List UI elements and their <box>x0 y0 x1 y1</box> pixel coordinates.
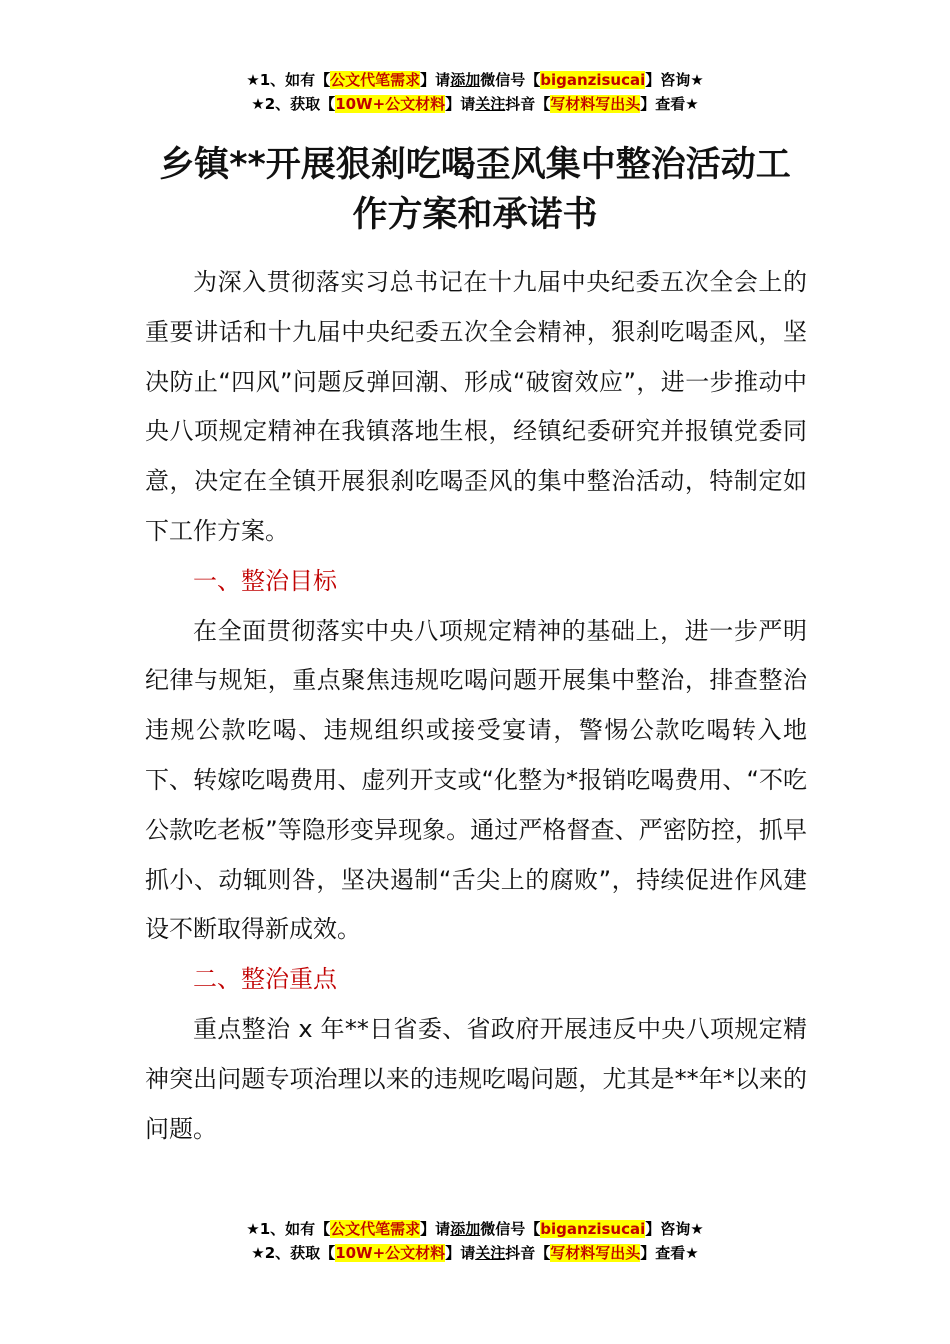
banner-line-2 <box>0 92 950 116</box>
banner-text: ★2、获取【 <box>251 95 336 113</box>
banner-highlight: 公文代笔需求 <box>330 1220 421 1238</box>
banner-text: ★2、获取【 <box>251 1244 336 1262</box>
header-banner <box>0 68 950 116</box>
banner-text: 微信号【 <box>480 1220 541 1238</box>
banner-text: 】咨询★ <box>645 71 704 89</box>
section-heading-1: 一、整治目标 <box>193 566 337 595</box>
banner-text: 】请 <box>420 1220 451 1238</box>
banner-underline: 关注 <box>475 1244 506 1262</box>
banner-text: 】查看★ <box>640 1244 699 1262</box>
banner-underline: 添加 <box>450 71 481 89</box>
intro-paragraph: 为深入贯彻落实习总书记在十九届中央纪委五次全会上的重要讲话和十九届中央纪委五次全会精神，狠刹吃喝歪风，坚决防止“四风”问题反弹回潮、形成“破窗效应”，进一步推动中央八项规定精神在我镇落地生根，经镇纪委研究并报镇党委同意，决定在全镇开展狠刹吃喝歪风的集中整治活动，特制定如下工作方案。 <box>145 268 807 545</box>
banner-text: ★1、如有【 <box>246 71 331 89</box>
banner-highlight: 10W+公文材料 <box>335 95 446 113</box>
banner-highlight: 10W+公文材料 <box>335 1244 446 1262</box>
banner-text: 微信号【 <box>480 71 541 89</box>
banner-highlight: 写材料写出头 <box>550 1244 641 1262</box>
section-heading-2: 二、整治重点 <box>193 965 337 994</box>
banner-text: 】请 <box>420 71 451 89</box>
footer-banner <box>0 1217 950 1265</box>
banner-text: ★1、如有【 <box>246 1220 331 1238</box>
section-paragraph-1: 在全面贯彻落实中央八项规定精神的基础上，进一步严明纪律与规矩，重点聚焦违规吃喝问题开展集中整治，排查整治违规公款吃喝、违规组织或接受宴请，警惕公款吃喝转入地下、转嫁吃喝费用、虚列开支或“化整为*报销吃喝费用、“不吃公款吃老板”等隐形变异现象。通过严格督查、严密防控，抓早抓小、动辄则咎，坚决遏制“舌尖上的腐败”，持续促进作风建设不断取得新成效。 <box>145 616 807 944</box>
banner-text: 】请 <box>445 95 476 113</box>
banner-highlight: biganzisucai <box>540 71 646 89</box>
banner-text: 抖音【 <box>505 95 551 113</box>
banner-line-1 <box>0 1217 950 1241</box>
document-body <box>145 258 807 1154</box>
banner-highlight: 写材料写出头 <box>550 95 641 113</box>
section-paragraph-2: 重点整治 x 年**日省委、省政府开展违反中央八项规定精神突出问题专项治理以来的违规吃喝问题，尤其是**年*以来的问题。 <box>145 1014 807 1143</box>
banner-underline: 添加 <box>450 1220 481 1238</box>
banner-underline: 关注 <box>475 95 506 113</box>
banner-text: 抖音【 <box>505 1244 551 1262</box>
banner-line-1 <box>0 68 950 92</box>
banner-text: 】请 <box>445 1244 476 1262</box>
banner-highlight: 公文代笔需求 <box>330 71 421 89</box>
banner-text: 】查看★ <box>640 95 699 113</box>
banner-text: 】咨询★ <box>645 1220 704 1238</box>
document-title: 乡镇**开展狠刹吃喝歪风集中整治活动工作方案和承诺书 <box>159 145 791 235</box>
banner-line-2 <box>0 1241 950 1265</box>
banner-highlight: biganzisucai <box>540 1220 646 1238</box>
